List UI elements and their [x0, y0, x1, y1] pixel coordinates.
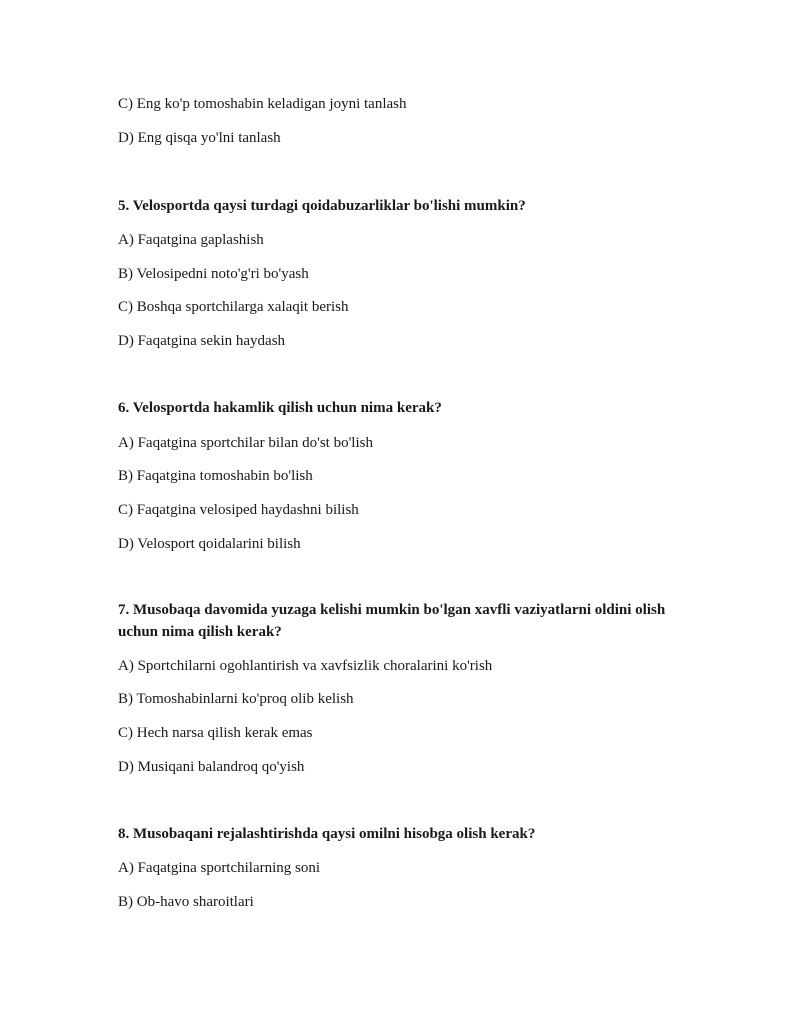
question-5: 5. Velosportda qaysi turdagi qoidabuzarliklar bo'lishi mumkin?	[118, 198, 526, 214]
question-7-option-d: D) Musiqani balandroq qo'yish	[118, 759, 305, 775]
option-c: C) Eng ko'p tomoshabin keladigan joyni tanlash	[118, 96, 407, 112]
option-d: D) Eng qisqa yo'lni tanlash	[118, 130, 281, 146]
question-6-option-b: B) Faqatgina tomoshabin bo'lish	[118, 468, 313, 484]
question-6-option-d: D) Velosport qoidalarini bilish	[118, 536, 301, 552]
question-5-option-a: A) Faqatgina gaplashish	[118, 232, 264, 248]
question-7-option-a: A) Sportchilarni ogohlantirish va xavfsizlik choralarini ko'rish	[118, 658, 493, 674]
question-7-option-b: B) Tomoshabinlarni ko'proq olib kelish	[118, 691, 354, 707]
question-8-option-a: A) Faqatgina sportchilarning soni	[118, 860, 321, 876]
question-8-option-b: B) Ob-havo sharoitlari	[118, 894, 254, 910]
question-6-option-c: C) Faqatgina velosiped haydashni bilish	[118, 502, 359, 518]
question-5-option-d: D) Faqatgina sekin haydash	[118, 333, 286, 349]
question-5-option-b: B) Velosipedni noto'g'ri bo'yash	[118, 266, 309, 282]
question-6-option-a: A) Faqatgina sportchilar bilan do'st bo'lish	[118, 435, 373, 451]
question-7-option-c: C) Hech narsa qilish kerak emas	[118, 725, 313, 741]
question-8: 8. Musobaqani rejalashtirishda qaysi omilni hisobga olish kerak?	[118, 826, 536, 842]
question-5-option-c: C) Boshqa sportchilarga xalaqit berish	[118, 299, 349, 315]
question-7: 7. Musobaqa davomida yuzaga kelishi mumkin bo'lgan xavfli vaziyatlarni oldini olish uchun nima qilish kerak?	[118, 602, 666, 640]
question-6: 6. Velosportda hakamlik qilish uchun nima kerak?	[118, 400, 442, 416]
